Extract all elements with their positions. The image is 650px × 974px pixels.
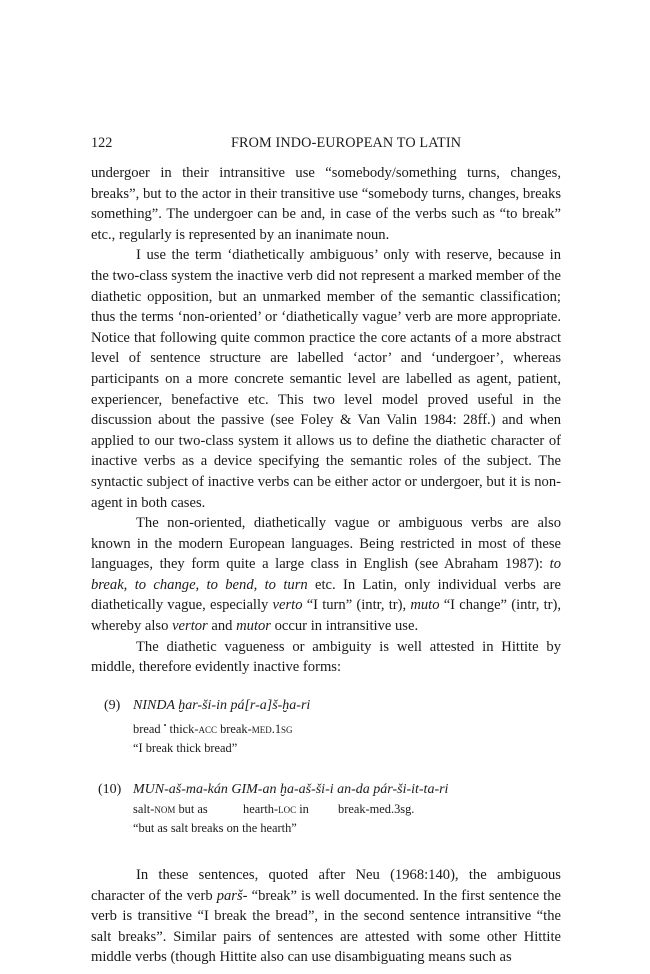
gloss-abbrev: nom <box>154 801 176 816</box>
gloss-word: salt- <box>133 801 155 816</box>
example-translation: “but as salt breaks on the hearth” <box>133 820 297 835</box>
paragraph-3-text: “I turn” (intr, tr), <box>302 597 411 614</box>
example-hittite-line <box>133 780 561 800</box>
paragraph-3-text: “I change” (intr, tr), whereby also <box>91 597 561 635</box>
gloss-abbrev: loc <box>278 801 297 816</box>
hittite-text: NINDA ḫar-ši-in pá[r-a]š-ḫa-ri <box>133 697 311 713</box>
gloss-mark: • <box>163 720 167 730</box>
example-9 <box>91 696 561 758</box>
body-text <box>91 163 561 968</box>
running-head <box>91 133 561 153</box>
example-gloss-line <box>133 716 561 739</box>
gloss-cell <box>133 800 243 819</box>
running-title: FROM INDO-EUROPEAN TO LATIN <box>231 135 462 151</box>
paragraph-3-italic: verto <box>272 597 303 614</box>
gloss-word: in <box>296 801 309 816</box>
paragraph-5 <box>91 865 561 968</box>
paragraph-5-text: In these sentences, quoted after Neu (1968:140), the ambiguous character of the verb <box>91 866 561 904</box>
paragraph-3-text: and <box>207 618 237 635</box>
gloss-word: break-med.3sg. <box>338 801 415 816</box>
gloss-abbrev: med <box>251 721 272 736</box>
gloss-word: thick- <box>166 721 199 736</box>
example-translation: “I break thick bread” <box>133 740 238 755</box>
gloss-cell <box>243 800 338 819</box>
paragraph-3-text: etc. In Latin, only individual verbs are diathetically vague, especially <box>91 576 561 614</box>
paragraph-3-italic: to break, to change, to bend, to turn <box>91 556 561 593</box>
example-body <box>133 696 561 758</box>
hittite-text: MUN-aš-ma-kán GIM-an ḫa-aš-ši-i an-da pár-ši-it-ta-ri <box>133 781 449 797</box>
page-number: 122 <box>91 135 113 151</box>
gloss-word: bread <box>133 721 161 736</box>
example-gloss-line <box>133 800 561 819</box>
paragraph-3-text: occur in intransitive use. <box>270 618 419 635</box>
paragraph-3-italic: muto <box>410 597 440 614</box>
page <box>91 133 561 968</box>
gloss-word: .1 <box>271 721 282 736</box>
gloss-word: but as <box>175 801 208 816</box>
paragraph-3-italic: mutor <box>236 618 271 635</box>
example-number: (10) <box>98 781 122 797</box>
paragraph-1: undergoer in their intransitive use “somebody/something turns, changes, breaks”, but to the actor in their transitive use “somebody turns, changes, breaks something”. The undergoer can be and, in case of the verbs such as “to break” etc., regularly is represented by an inanimate noun. <box>91 165 561 243</box>
paragraph-3-italic: vertor <box>172 618 208 635</box>
gloss-cell <box>338 800 414 819</box>
gloss-word: break- <box>216 721 252 736</box>
gloss-abbrev: sg <box>281 721 293 736</box>
paragraph-4: The diathetic vagueness or ambiguity is well attested in Hittite by middle, therefore evidently inactive forms: <box>91 638 561 676</box>
example-number: (9) <box>104 697 121 713</box>
paragraph-5-text: “break” is well documented. In the first sentence the verb is transitive “I break the bread”, in the second sentence intransitive “the salt breaks”. Similar pairs of sentences are attested with some other Hittite middle verbs (though Hittite also can use disambiguating means such as <box>91 887 561 966</box>
example-hittite-line <box>133 696 561 716</box>
paragraph-2: I use the term ‘diathetically ambiguous’ only with reserve, because in the two-class system the inactive verb did not represent a marked member of the diathetic opposition, but an unmarked member of the semantic classification; thus the terms ‘non-oriented’ or ‘diathetically vague’ verb are more appropriate. Notice that following quite common practice the core actants of a more abstract level of sentence structure are labelled ‘actor’ and ‘undergoer’, whereas participants on a more concrete semantic level are labelled as agent, patient, experiencer, benefactive etc. This two level model proved useful in the discussion about the passive (see Foley & Van Valin 1984: 28ff.) and when applied to our two-class system it allows us to define the diathetic character of inactive verbs as a device specifying the semantic roles of the subject. The syntactic subject of inactive verbs can be either actor or undergoer, but it is non-agent in both cases. <box>91 247 561 511</box>
gloss-word: hearth- <box>243 801 279 816</box>
paragraph-5-italic: parš- <box>216 887 248 904</box>
example-body <box>133 780 561 838</box>
gloss-abbrev: acc <box>198 721 217 736</box>
example-10 <box>91 780 561 838</box>
paragraph-3 <box>91 513 561 637</box>
paragraph-3-text: The non-oriented, diathetically vague or ambiguous verbs are also known in the modern European languages. Being restricted in most of these languages, they form quite a large class in English (see Abraham 1987): <box>91 515 561 573</box>
